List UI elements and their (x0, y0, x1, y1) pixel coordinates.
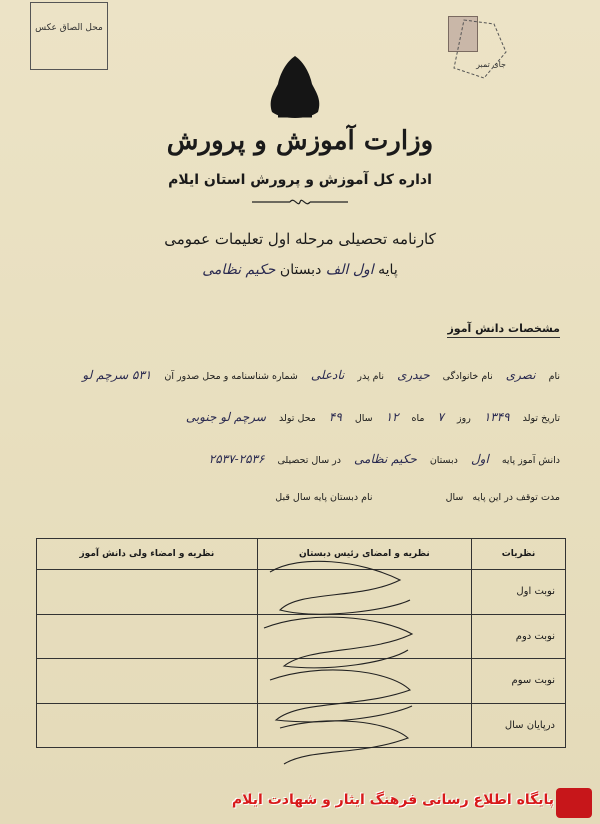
row-name (30, 368, 560, 382)
father-label: نام پدر (357, 371, 385, 382)
id-label: شماره شناسنامه و محل صدور آن (164, 371, 298, 382)
stop-label: مدت توقف در این پایه (472, 492, 560, 503)
family-value: حیدری (397, 368, 430, 382)
birthplace-value: سرچم لو جنوبی (185, 410, 266, 424)
day-value: ۷ (437, 410, 444, 424)
ministry-emblem-icon (264, 52, 326, 124)
col-header-comments: نظریات (472, 539, 566, 570)
row-label: نوبت اول (472, 570, 566, 615)
guardian-cell (37, 570, 258, 615)
principal-signatures (240, 550, 430, 770)
photo-box-label: محل الصاق عکس (35, 23, 103, 33)
row-stop (30, 492, 560, 503)
grade-line (0, 262, 600, 278)
col-header-principal: نظریه و امضای رئیس دبستان (257, 539, 471, 570)
student-school-value: حکیم نظامی (354, 452, 417, 466)
school-prefix: دبستان (279, 262, 322, 278)
name-value: نصری (505, 368, 536, 382)
ministry-title: وزارت آموزش و پرورش (166, 126, 434, 156)
father-value: نادعلی (310, 368, 345, 382)
stamp-label: جای تمبر (476, 60, 506, 69)
year-value: ۴۹ (328, 410, 342, 424)
col-header-guardian: نظریه و امضاء ولی دانش آموز (37, 539, 258, 570)
grade-value: اول الف (325, 262, 374, 278)
grade-label: دانش آموز پایه (501, 455, 560, 466)
watermark-text: پایگاه اطلاع رسانی فرهنگ ایثار و شهادت ایلام (231, 792, 554, 808)
student-section-title: مشخصات دانش آموز (447, 322, 560, 338)
academic-year-label: در سال تحصیلی (277, 455, 341, 466)
row-grade (30, 452, 560, 466)
school-value: حکیم نظامی (202, 262, 276, 278)
row-label: درپایان سال (472, 703, 566, 748)
revenue-stamp (444, 12, 510, 82)
ornament-divider (250, 196, 350, 208)
month-label: ماه (411, 413, 425, 424)
row-label: نوبت دوم (472, 614, 566, 659)
guardian-cell (37, 659, 258, 704)
school-label: دبستان (429, 455, 458, 466)
student-grade-value: اول (470, 452, 489, 466)
row-label: نوبت سوم (472, 659, 566, 704)
month-value: ۱۲ (385, 410, 399, 424)
birthplace-label: محل تولد (279, 413, 316, 424)
stop-year-label: سال (445, 492, 464, 503)
office-title: اداره کل آموزش و پرورش استان ایلام (168, 172, 432, 188)
grade-prefix: پایه (378, 262, 398, 278)
year-label: سال (354, 413, 373, 424)
guardian-cell (37, 614, 258, 659)
watermark-logo-icon (556, 788, 592, 818)
row-birth (30, 410, 560, 424)
family-label: نام خانوادگی (442, 371, 493, 382)
stamp-cancel-mark (444, 12, 510, 82)
birth-label: تاریخ تولد (522, 413, 560, 424)
report-title: کارنامه تحصیلی مرحله اول تعلیمات عمومی (164, 230, 436, 248)
day-label: روز (457, 413, 471, 424)
name-label: نام (548, 371, 560, 382)
prev-school-label: نام دبستان پایه سال قبل (275, 492, 373, 503)
birth-year: ۱۳۴۹ (483, 410, 510, 424)
guardian-cell (37, 703, 258, 748)
photo-placeholder-box (30, 2, 108, 70)
academic-year-value: ۲۵۳۶-۲۵۳۷ (208, 452, 265, 466)
id-value: ۵۳۱ سرچم لو (82, 368, 152, 382)
